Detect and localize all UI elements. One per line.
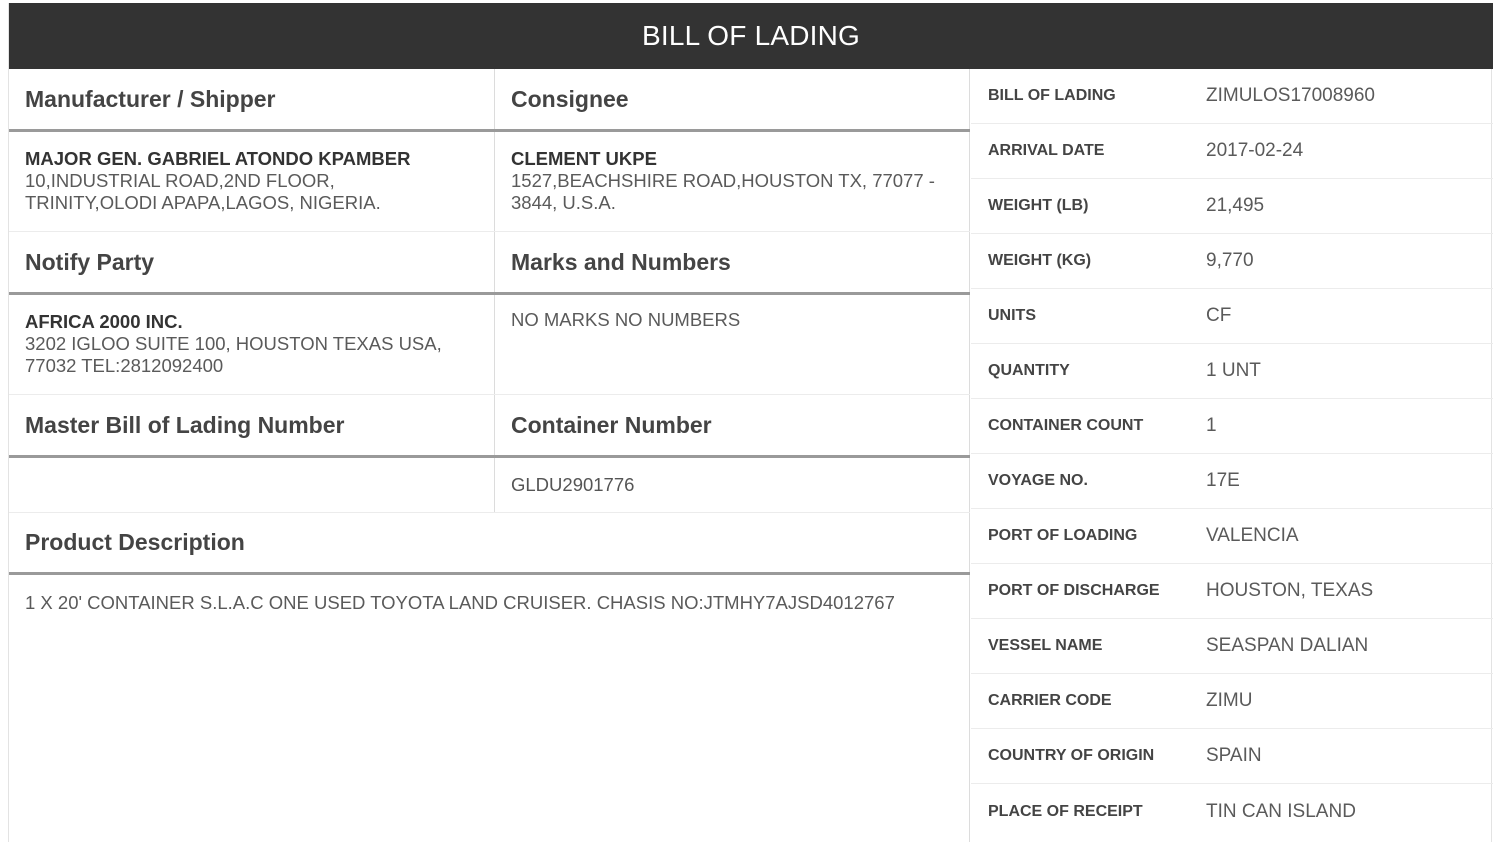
container-number-heading: Container Number: [511, 411, 712, 438]
body-row-master-container: [9, 458, 970, 513]
marks-numbers-value: NO MARKS NO NUMBERS: [511, 309, 741, 330]
detail-row-vessel-name: [971, 619, 1493, 674]
detail-label: QUANTITY: [988, 362, 1070, 379]
detail-label: VESSEL NAME: [988, 637, 1103, 654]
product-description-body: [9, 575, 970, 842]
detail-value: CF: [1206, 305, 1232, 326]
marks-numbers-block: [495, 295, 970, 394]
detail-row-arrival-date: [971, 124, 1493, 179]
shipper-block: [9, 132, 495, 231]
detail-value: VALENCIA: [1206, 525, 1299, 546]
detail-label: UNITS: [988, 307, 1036, 324]
detail-label: ARRIVAL DATE: [988, 142, 1105, 159]
detail-label: WEIGHT (LB): [988, 197, 1089, 214]
detail-value: ZIMU: [1206, 690, 1253, 711]
detail-value: SPAIN: [1206, 745, 1262, 766]
detail-value: HOUSTON, TEXAS: [1206, 580, 1374, 601]
parties-panel: [9, 69, 970, 842]
detail-label: PLACE OF RECEIPT: [988, 802, 1143, 820]
header-row-notify-marks: [9, 232, 970, 295]
detail-row-port-of-loading: [971, 509, 1493, 564]
detail-row-voyage-no: [971, 454, 1493, 509]
detail-value: 17E: [1206, 470, 1240, 491]
detail-row-bill-of-lading: [971, 69, 1493, 124]
notify-party-heading: Notify Party: [9, 232, 495, 292]
consignee-heading: Consignee: [511, 85, 629, 112]
consignee-address-line2: 3844, U.S.A.: [511, 192, 616, 213]
detail-value: 9,770: [1206, 250, 1254, 271]
detail-value: 1: [1206, 415, 1217, 436]
detail-row-place-of-receipt: [971, 784, 1493, 839]
marks-numbers-heading: Marks and Numbers: [511, 248, 731, 275]
detail-row-carrier-code: [971, 674, 1493, 729]
header-row-master-container: [9, 395, 970, 458]
detail-row-quantity: [971, 344, 1493, 399]
detail-label: VOYAGE NO.: [988, 472, 1088, 489]
detail-label: CARRIER CODE: [988, 692, 1112, 709]
product-description-value: 1 X 20' CONTAINER S.L.A.C ONE USED TOYOTA LAND CRUISER. CHASIS NO:JTMHY7AJSD4012767: [25, 592, 895, 613]
notify-party-address-line1: 3202 IGLOO SUITE 100, HOUSTON TEXAS USA,: [25, 333, 442, 354]
detail-value: 21,495: [1206, 195, 1265, 216]
detail-row-country-of-origin: [971, 729, 1493, 784]
master-bol-heading: Master Bill of Lading Number: [9, 395, 495, 455]
consignee-name: CLEMENT UKPE: [511, 148, 657, 169]
shipment-details-panel: [971, 69, 1493, 842]
detail-row-container-count: [971, 399, 1493, 454]
container-number-value: GLDU2901776: [511, 474, 635, 495]
detail-row-weight-kg: [971, 234, 1493, 289]
detail-label: COUNTRY OF ORIGIN: [988, 747, 1155, 764]
body-row-shipper-consignee: [9, 132, 970, 232]
shipper-name: MAJOR GEN. GABRIEL ATONDO KPAMBER: [25, 148, 411, 169]
header-row-product: [9, 513, 970, 575]
detail-row-port-of-discharge: [971, 564, 1493, 619]
detail-label: WEIGHT (KG): [988, 252, 1092, 269]
detail-value: TIN CAN ISLAND: [1206, 800, 1356, 822]
bill-of-lading-card: [8, 3, 1492, 842]
header-row-shipper-consignee: [9, 69, 970, 132]
detail-value: 1 UNT: [1206, 360, 1261, 381]
shipper-heading: Manufacturer / Shipper: [9, 69, 495, 129]
detail-value: SEASPAN DALIAN: [1206, 635, 1369, 656]
product-description-heading: Product Description: [25, 529, 245, 555]
page-title: BILL OF LADING: [9, 3, 1493, 69]
detail-label: CONTAINER COUNT: [988, 417, 1144, 434]
consignee-block: [495, 132, 970, 231]
master-bol-value: [9, 458, 495, 512]
shipper-address-line1: 10,INDUSTRIAL ROAD,2ND FLOOR,: [25, 170, 335, 191]
detail-value: 2017-02-24: [1206, 140, 1304, 161]
notify-party-name: AFRICA 2000 INC.: [25, 311, 183, 332]
body-row-notify-marks: [9, 295, 970, 395]
detail-label: BILL OF LADING: [988, 87, 1116, 104]
notify-party-address-line2: 77032 TEL:2812092400: [25, 355, 224, 376]
detail-label: PORT OF LOADING: [988, 527, 1138, 544]
notify-party-block: [9, 295, 495, 394]
consignee-address-line1: 1527,BEACHSHIRE ROAD,HOUSTON TX, 77077 -: [511, 170, 935, 191]
detail-row-weight-lb: [971, 179, 1493, 234]
detail-value: ZIMULOS17008960: [1206, 85, 1375, 106]
detail-label: PORT OF DISCHARGE: [988, 582, 1160, 599]
shipper-address-line2: TRINITY,OLODI APAPA,LAGOS, NIGERIA.: [25, 192, 381, 213]
detail-row-units: [971, 289, 1493, 344]
